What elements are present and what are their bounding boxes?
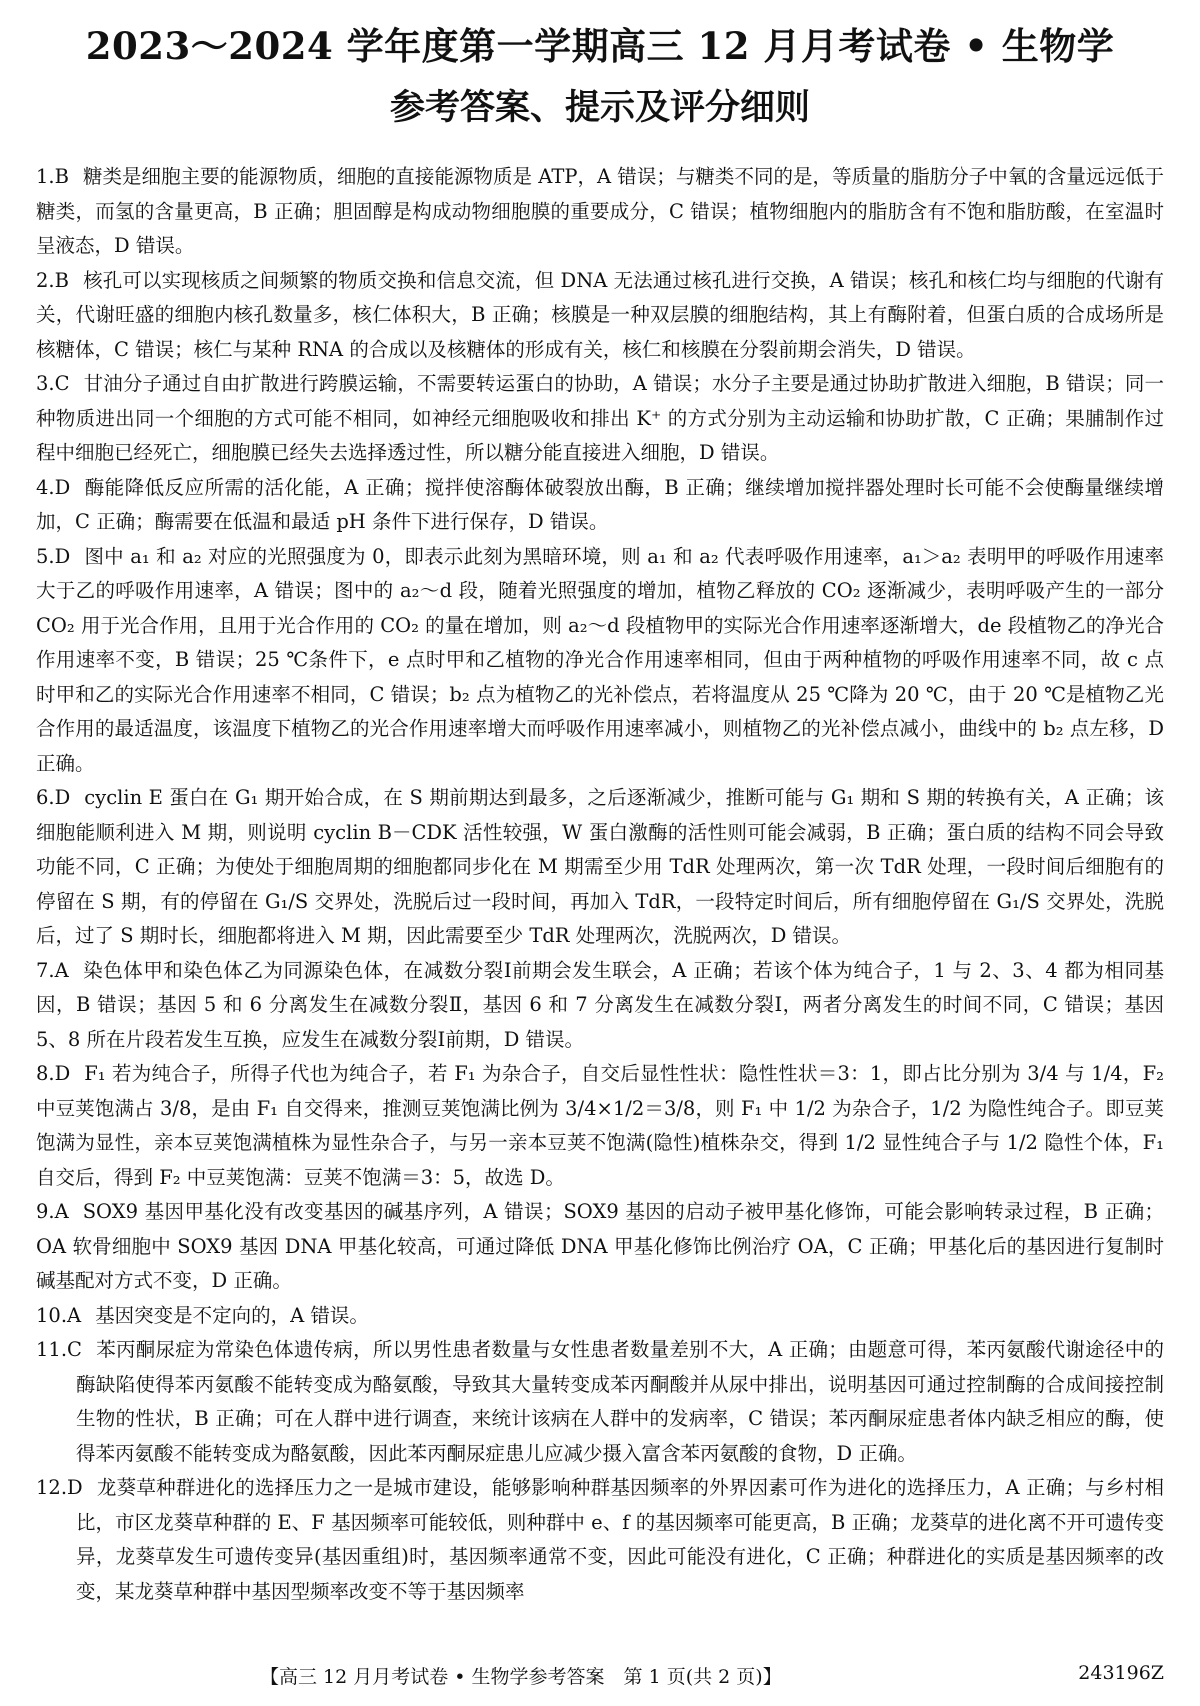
answer-explanation: 糖类是细胞主要的能源物质，细胞的直接能源物质是 ATP，A 错误；与糖类不同的是，等质量的脂肪分子中氧的含量远远低于糖类，而氢的含量更高，B 正确；胆固醇是构成动物细胞膜的重要成分，C 错误；植物细胞内的脂肪含有不饱和脂肪酸，在室温时呈液态，D 错误。 (36, 165, 1164, 257)
answer-number: 10. (36, 1303, 68, 1327)
answer-explanation: 图中 a₁ 和 a₂ 对应的光照强度为 0，即表示此刻为黑暗环境，则 a₁ 和 a₂ 代表呼吸作用速率，a₁＞a₂ 表明甲的呼吸作用速率大于乙的呼吸作用速率，A 错误；图中的 a₂～d 段，随着光照强度的增加，植物乙释放的 CO₂ 逐渐减少，表明呼吸产生的一部分 CO₂ 用于光合作用，且用于光合作用的 CO₂ 的量在增加，则 a₂～d 段植物甲的实际光合作用速率逐渐增大，de 段植物乙的净光合作用速率不变，B 错误；25 ℃条件下，e 点时甲和乙植物的净光合作用速率相同，但由于两种植物的呼吸作用速率不同，故 c 点时甲和乙的实际光合作用速率不相同，C 错误；b₂ 点为植物乙的光补偿点，若将温度从 25 ℃降为 20 ℃，由于 20 ℃是植物乙光合作用的最适温度，该温度下植物乙的光合作用速率增大而呼吸作用速率减小，则植物乙的光补偿点减小，曲线中的 b₂ 点左移，D 正确。 (36, 544, 1164, 775)
answer-letter: C (67, 1338, 82, 1361)
answer-letter: C (54, 372, 70, 395)
answer-letter: D (54, 544, 71, 568)
answer-number: 2. (36, 268, 55, 292)
answer-item (36, 781, 1164, 954)
answer-explanation: cyclin E 蛋白在 G₁ 期开始合成，在 S 期前期达到最多，之后逐渐减少，推断可能与 G₁ 期和 S 期的转换有关，A 正确；该细胞能顺利进入 M 期，则说明 cyclin B－CDK 活性较强，W 蛋白激酶的活性则可能会减弱，B 正确；蛋白质的结构不同会导致功能不同，C 正确；为使处于细胞周期的细胞都同步化在 M 期需至少用 TdR 处理两次，第一次 TdR 处理，一段时间后细胞有的停留在 S 期，有的停留在 G₁/S 交界处，洗脱后过一段时间，再加入 TdR，一段特定时间后，所有细胞停留在 G₁/S 交界处，洗脱后，过了 S 期时长，细胞都将进入 M 期，因此需要至少 TdR 处理两次，洗脱两次，D 错误。 (36, 786, 1164, 947)
answer-list (36, 160, 1164, 1609)
answer-explanation: 苯丙酮尿症为常染色体遗传病，所以男性患者数量与女性患者数量差别不大，A 正确；由题意可得，苯丙氨酸代谢途径中的酶缺陷使得苯丙氨酸不能转变成为酪氨酸，导致其大量转变成苯丙酮酸并从尿中排出，说明基因可通过控制酶的合成间接控制生物的性状，B 正确；可在人群中进行调查，来统计该病在人群中的发病率，C 错误；苯丙酮尿症患者体内缺乏相应的酶，使得苯丙氨酸不能转变成为酪氨酸，因此苯丙酮尿症患儿应减少摄入富含苯丙氨酸的食物，D 正确。 (76, 1338, 1164, 1465)
answer-item (36, 160, 1164, 264)
answer-number: 5. (36, 544, 55, 568)
answer-explanation: F₁ 若为纯合子，所得子代也为纯合子，若 F₁ 为杂合子，自交后显性性状：隐性性状＝3：1，即占比分别为 3/4 与 1/4，F₂ 中豆荚饱满占 3/8，是由 F₁ 自交得来，推测豆荚饱满比例为 3/4×1/2＝3/8，则 F₁ 中 1/2 为杂合子，1/2 为隐性纯合子。即豆荚饱满为显性，亲本豆荚饱满植株为显性杂合子，与另一亲本豆荚不饱满(隐性)植株杂交，得到 1/2 显性纯合子与 1/2 隐性个体，F₁ 自交后，得到 F₂ 中豆荚饱满：豆荚不饱满＝3：5，故选 D。 (36, 1062, 1164, 1189)
answer-letter: D (54, 475, 71, 499)
answer-letter: B (54, 268, 69, 292)
answer-letter: D (54, 786, 71, 809)
answer-letter: D (54, 1062, 71, 1085)
answer-number: 1. (36, 165, 55, 188)
answer-item (36, 954, 1164, 1058)
answer-explanation: 基因突变是不定向的，A 错误。 (95, 1303, 369, 1327)
answer-number: 8. (36, 1062, 55, 1085)
answer-item (36, 540, 1164, 782)
answer-number: 9. (36, 1200, 55, 1223)
answer-item (36, 367, 1164, 471)
answer-letter: D (67, 1476, 83, 1499)
footer-page-info: 【高三 12 月月考试卷 • 生物学参考答案 第 1 页(共 2 页)】 (260, 1666, 782, 1688)
answer-letter: A (54, 1200, 69, 1223)
page-subtitle: 参考答案、提示及评分细则 (389, 87, 810, 128)
answer-item (36, 471, 1164, 540)
answer-item (36, 1195, 1164, 1299)
answer-letter: B (54, 165, 69, 188)
answer-letter: A (67, 1303, 82, 1327)
answer-explanation: 染色体甲和染色体乙为同源染色体，在减数分裂Ⅰ前期会发生联会，A 正确；若该个体为纯合子，1 与 2、3、4 都为相同基因，B 错误；基因 5 和 6 分离发生在减数分裂Ⅱ，基因 6 和 7 分离发生在减数分裂Ⅰ，两者分离发生的时间不同，C 错误；基因 5、8 所在片段若发生互换，应发生在减数分裂Ⅰ前期，D 错误。 (36, 958, 1164, 1051)
answer-number: 4. (36, 475, 55, 499)
page-title: 2023～2024 学年度第一学期高三 12 月月考试卷 • 生物学 (85, 24, 1115, 68)
footer-code: 243196Z (1078, 1662, 1164, 1684)
answer-explanation: 龙葵草种群进化的选择压力之一是城市建设，能够影响种群基因频率的外界因素可作为进化的选择压力，A 正确；与乡村相比，市区龙葵草种群的 E、F 基因频率可能较低，则种群中 e、f 的基因频率可能更高，B 正确；龙葵草的进化离不开可遗传变异，龙葵草发生可遗传变异(基因重组)时，基因频率通常不变，因此可能没有进化，C 正确；种群进化的实质是基因频率的改变，某龙葵草种群中基因型频率改变不等于基因频率 (76, 1476, 1164, 1603)
answer-number: 7. (36, 958, 55, 982)
answer-number: 6. (36, 786, 55, 809)
answer-item (36, 1333, 1164, 1471)
answer-number: 12. (36, 1476, 68, 1499)
answer-explanation: 核孔可以实现核质之间频繁的物质交换和信息交流，但 DNA 无法通过核孔进行交换，A 错误；核孔和核仁均与细胞的代谢有关，代谢旺盛的细胞内核孔数量多，核仁体积大，B 正确；核膜是一种双层膜的细胞结构，其上有酶附着，但蛋白质的合成场所是核糖体，C 错误；核仁与某种 RNA 的合成以及核糖体的形成有关，核仁和核膜在分裂前期会消失，D 错误。 (36, 268, 1164, 361)
answer-number: 3. (36, 372, 55, 395)
answer-item (36, 1471, 1164, 1609)
answer-item (36, 1299, 1164, 1334)
answer-item (36, 1057, 1164, 1195)
answer-item (36, 264, 1164, 368)
answer-number: 11. (36, 1338, 68, 1361)
answer-explanation: SOX9 基因甲基化没有改变基因的碱基序列，A 错误；SOX9 基因的启动子被甲基化修饰，可能会影响转录过程，B 正确；OA 软骨细胞中 SOX9 基因 DNA 甲基化较高，可通过降低 DNA 甲基化修饰比例治疗 OA，C 正确；甲基化后的基因进行复制时碱基配对方式不变，D 正确。 (36, 1200, 1164, 1292)
answer-letter: A (54, 958, 69, 982)
answer-explanation: 甘油分子通过自由扩散进行跨膜运输，不需要转运蛋白的协助，A 错误；水分子主要是通过协助扩散进入细胞，B 错误；同一种物质进出同一个细胞的方式可能不相同，如神经元细胞吸收和排出 K⁺ 的方式分别为主动运输和协助扩散，C 正确；果脯制作过程中细胞已经死亡，细胞膜已经失去选择透过性，所以糖分能直接进入细胞，D 错误。 (36, 372, 1164, 464)
answer-explanation: 酶能降低反应所需的活化能，A 正确；搅拌使溶酶体破裂放出酶，B 正确；继续增加搅拌器处理时长可能不会使酶量继续增加，C 正确；酶需要在低温和最适 pH 条件下进行保存，D 错误。 (36, 475, 1164, 533)
